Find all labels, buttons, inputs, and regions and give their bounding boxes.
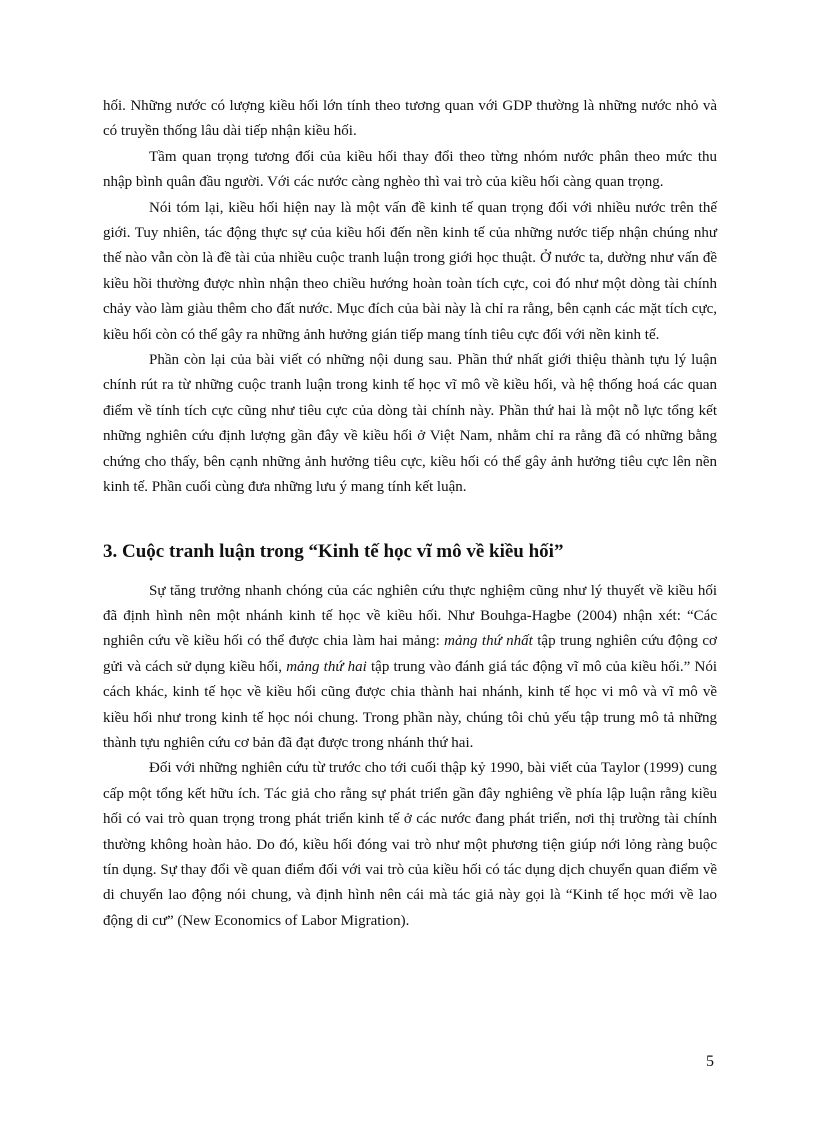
text-run: tập trung vào đánh giá tác động vĩ mô của kiều hối.” Nói cách khác, kinh tế học về kiều hối cũng được chia thành hai nhánh, kinh tế học vi mô và vĩ mô về kiều hối như trong kinh tế học nói chung. Trong phần này, chúng tôi chủ yếu tập trung mô tả những thành tựu nghiên cứu cơ bản đã đạt được trong nhánh thứ hai.	[103, 658, 717, 751]
text-run: Sự tăng trưởng nhanh chóng của các nghiên cứu thực nghiệm cũng như lý thuyết về kiều hối đã định hình nên một nhánh kinh tế học về kiều hối. Như Bouhga-Hagbe (2004) nhận xét: “Các nghiên cứu về kiều hối có thể được chia làm hai mảng:	[103, 582, 717, 650]
paragraph-summary: Nói tóm lại, kiều hối hiện nay là một vấn đề kinh tế quan trọng đối với nhiều nước trên thế giới. Tuy nhiên, tác động thực sự của kiều hối đến nền kinh tế của những nước tiếp nhận chúng như thế nào vẫn còn là đề tài của nhiều cuộc tranh luận trong giới học thuật. Ở nước ta, dường như vấn đề kiều hồi thường được nhìn nhận theo chiều hướng hoàn toàn tích cực, coi đó như một dòng tài chính chảy vào làm giàu thêm cho đất nước. Mục đích của bài này là chỉ ra rằng, bên cạnh các mặt tích cực, kiều hối còn có thể gây ra những ảnh hưởng gián tiếp mang tính tiêu cực đối với nền kinh tế.	[103, 199, 717, 343]
page-number: 5	[706, 1053, 714, 1070]
paragraph-bouhga-hagbe	[103, 579, 717, 757]
paragraph-structure: Phần còn lại của bài viết có những nội dung sau. Phần thứ nhất giới thiệu thành tựu lý luận chính rút ra từ những cuộc tranh luận trong kinh tế học vĩ mô về kiều hối, và hệ thống hoá các quan điểm về tính tích cực cũng như tiêu cực của dòng tài chính này. Phần thứ hai là một nỗ lực tổng kết những nghiên cứu định lượng gần đây về kiều hối ở Việt Nam, nhằm chỉ ra rằng đã có những bằng chứng cho thấy, bên cạnh những ảnh hưởng tiêu cực, kiều hối có thể gây ảnh hưởng tiêu cực lên nền kinh tế. Phần cuối cùng đưa những lưu ý mang tính kết luận.	[103, 352, 717, 496]
paragraph-continuation: hối. Những nước có lượng kiều hối lớn tính theo tương quan với GDP thường là những nước nhỏ và có truyền thống lâu dài tiếp nhận kiều hối.	[103, 98, 717, 140]
page-content	[103, 94, 717, 934]
text-run: tập trung nghiên cứu động cơ gửi và cách sử dụng kiều hối,	[103, 633, 717, 675]
italic-term-second-strand: mảng thứ hai	[286, 658, 367, 675]
section-heading: 3. Cuộc tranh luận trong “Kinh tế học vĩ mô về kiều hối”	[103, 540, 564, 562]
italic-term-first-strand: mảng thứ nhất	[444, 633, 533, 650]
paragraph-taylor: Đối với những nghiên cứu từ trước cho tới cuối thập kỷ 1990, bài viết của Taylor (1999) cung cấp một tổng kết hữu ích. Tác giả cho rằng sự phát triển gần đây nghiêng về phía lập luận rằng kiều hối có vai trò quan trọng trong phát triển kinh tế ở các nước đang phát triển, nơi thị trường tài chính thường không hoàn hảo. Do đó, kiều hối đóng vai trò như một phương tiện giúp nới lỏng ràng buộc tín dụng. Sự thay đổi về quan điểm đối với vai trò của kiều hối có tác dụng dịch chuyển quan điểm về di chuyển lao động nói chung, và định hình nên cái mà tác giả này gọi là “Kinh tế học mới về lao động di cư” (New Economics of Labor Migration).	[103, 760, 717, 929]
paragraph-income-groups: Tầm quan trọng tương đối của kiều hối thay đổi theo từng nhóm nước phân theo mức thu nhập bình quân đầu người. Với các nước càng nghèo thì vai trò của kiều hối càng quan trọng.	[103, 148, 717, 191]
